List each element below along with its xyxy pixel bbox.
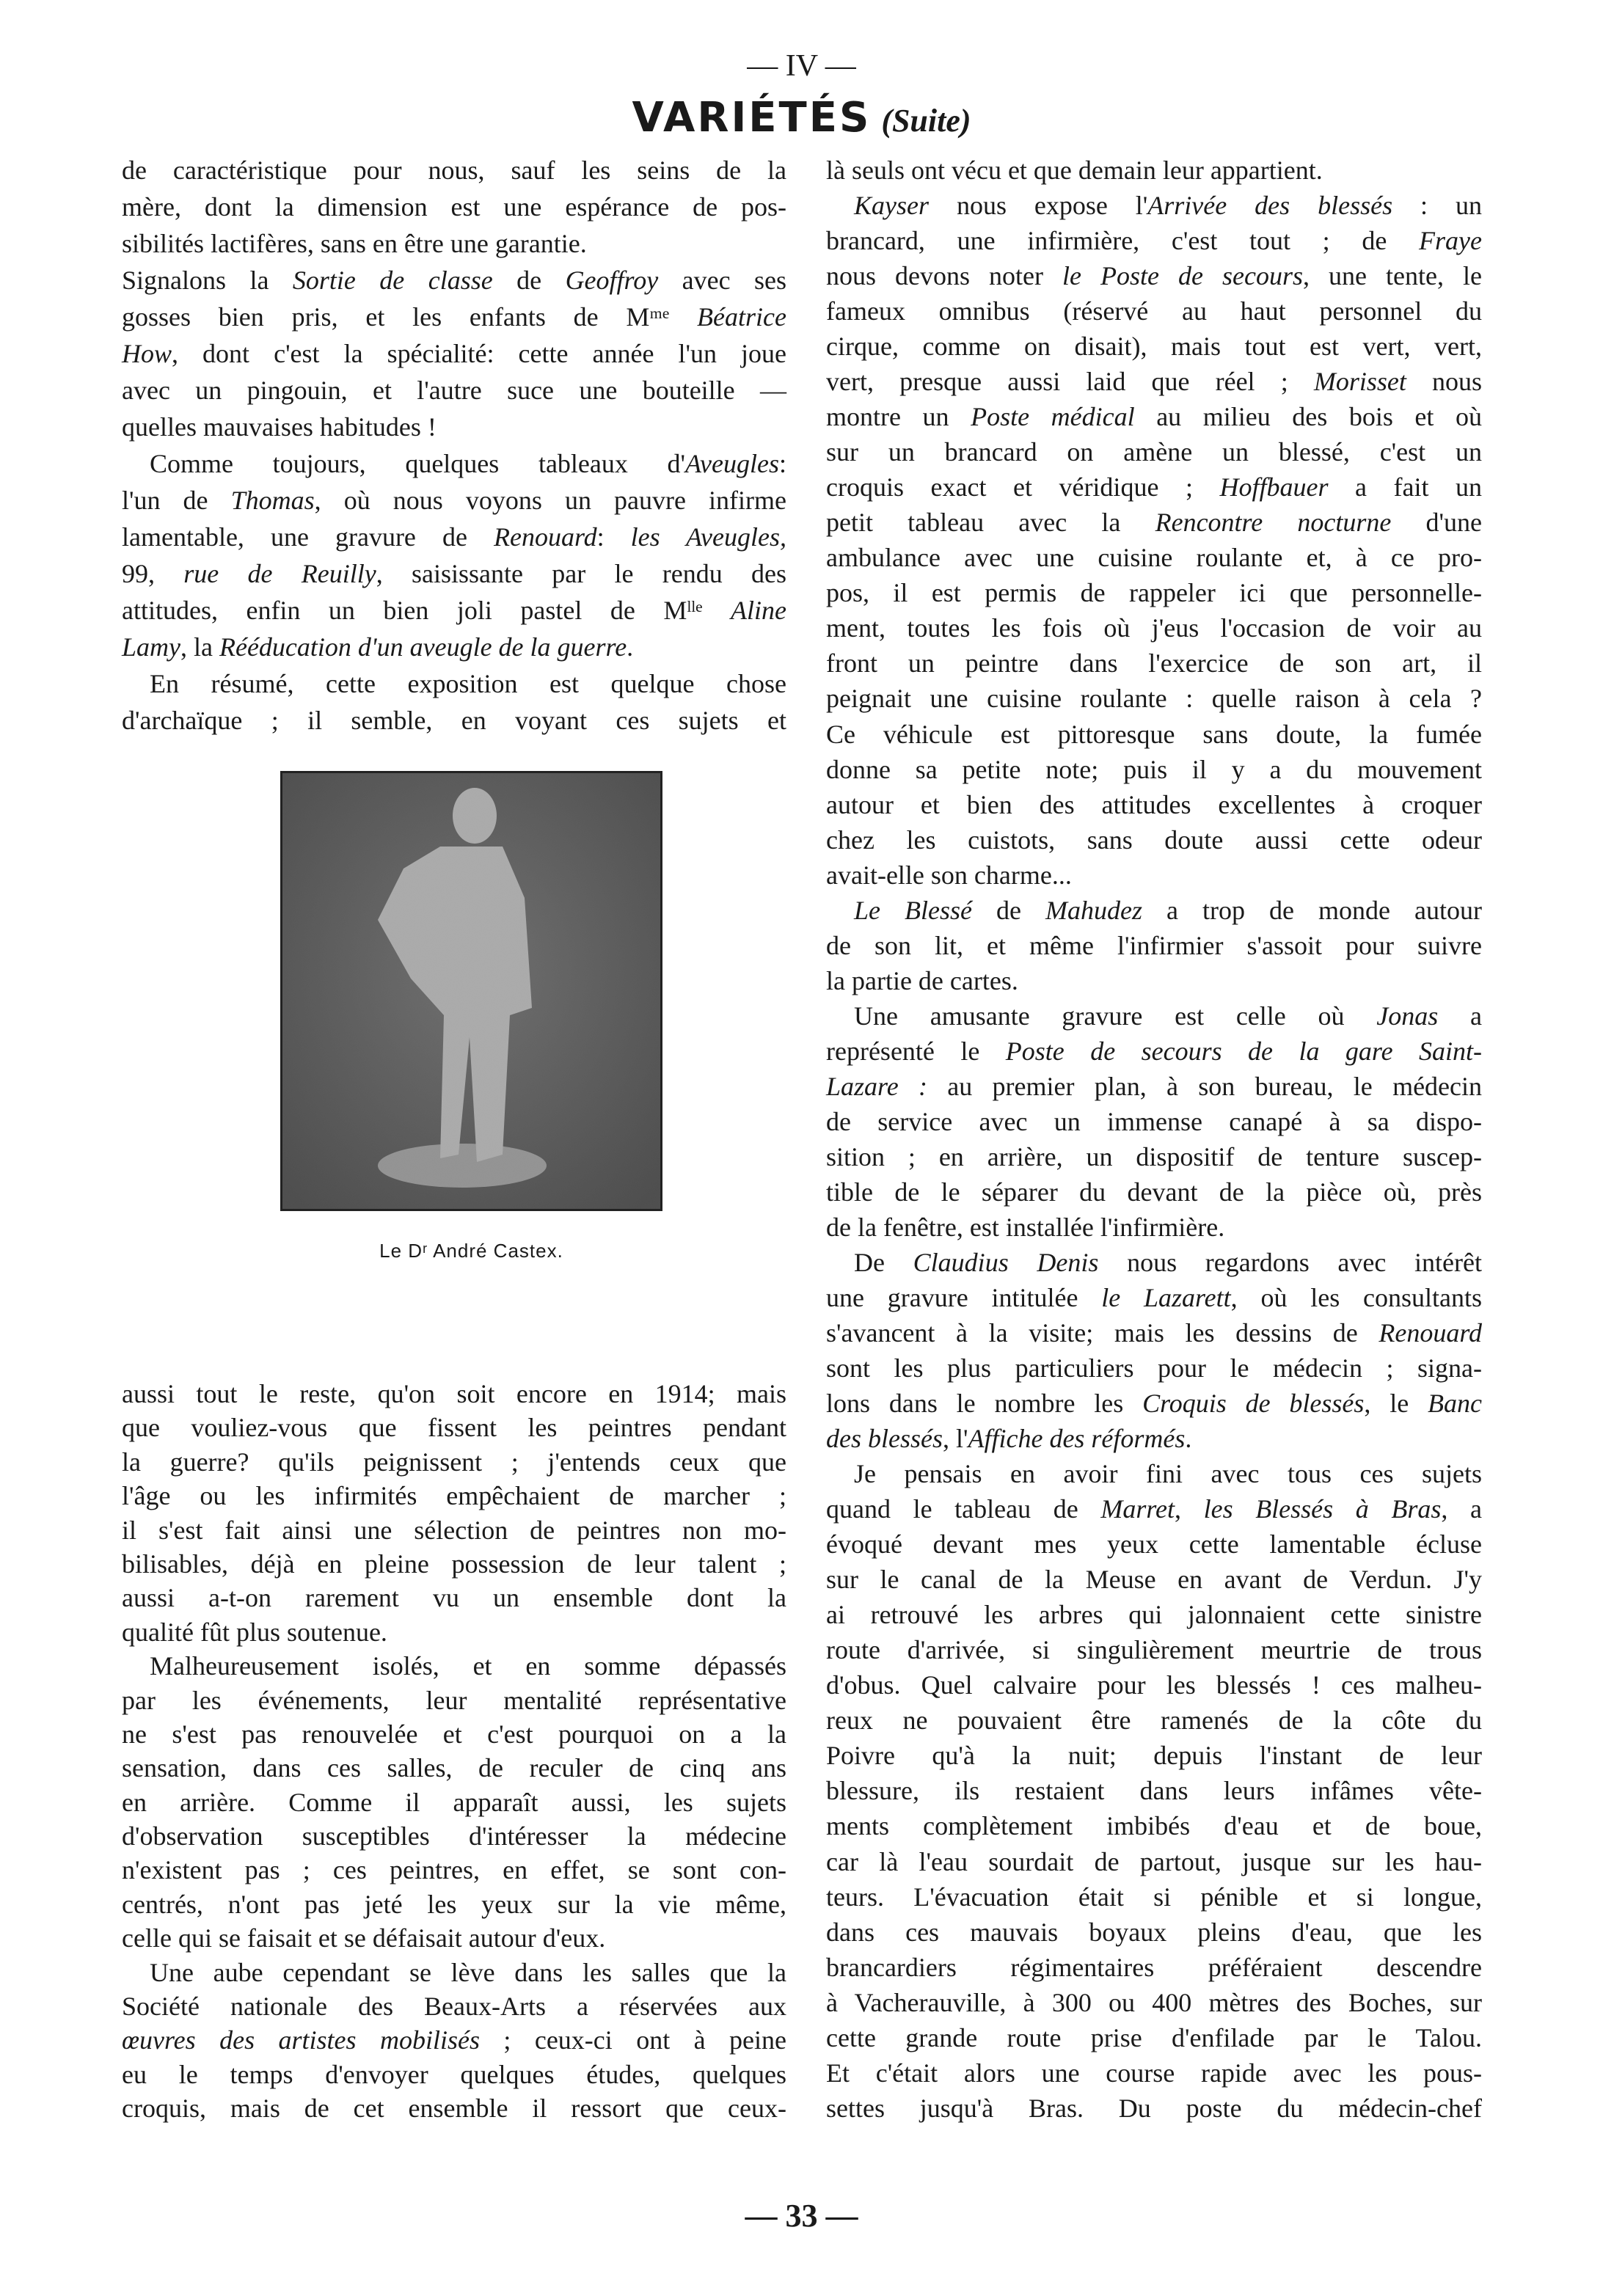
text-line: [122, 2058, 786, 2091]
italic-text: les Aveugles,: [630, 522, 786, 552]
text-line: [826, 575, 1482, 610]
text-line: [122, 1887, 786, 1921]
text-line: [122, 335, 786, 372]
text-line: [122, 1921, 786, 1955]
text-segment: lons dans le nombre les: [826, 1389, 1143, 1419]
text-line: [826, 1527, 1482, 1562]
text-segment: de service avec un immense canapé à sa dispo-: [826, 1106, 1482, 1136]
text-line: [826, 998, 1482, 1034]
text-line: [826, 1808, 1482, 1843]
text-line: [826, 1950, 1482, 1985]
text-line: [826, 1456, 1482, 1491]
text-segment: chez les cuistots, sans doute aussi cette odeur: [826, 825, 1482, 855]
text-segment: évoqué devant mes yeux cette lamentable écluse: [826, 1529, 1482, 1560]
text-line: [826, 1985, 1482, 2020]
text-segment: que vouliez-vous que fissent les peintres pendant: [122, 1413, 786, 1443]
italic-text: Renouard: [493, 522, 597, 552]
text-segment: dans ces mauvais boyaux pleins d'eau, que les: [826, 1917, 1482, 1947]
figure-caption: Le Dʳ André Castex.: [379, 1240, 563, 1262]
text-line: [122, 555, 786, 592]
text-line: [826, 1667, 1482, 1703]
text-line: [122, 372, 786, 409]
text-line: [826, 787, 1482, 822]
text-segment: Une aube cependant se lève dans les salles que la: [150, 1957, 786, 1987]
text-segment: de caractéristique pour nous, sauf les seins de la: [122, 156, 786, 185]
italic-text: Morisset: [1313, 367, 1406, 397]
text-segment: ai retrouvé les arbres qui jalonnaient cette sinistre: [826, 1600, 1482, 1630]
text-line: [122, 702, 786, 739]
text-line: [122, 592, 786, 629]
text-segment: cette grande route prise d'enfilade par le Talou.: [826, 2022, 1482, 2052]
italic-text: Poste médical: [971, 402, 1135, 432]
text-line: [826, 1069, 1482, 1104]
text-line: [122, 1377, 786, 1411]
text-segment: reux ne pouvaient être ramenés de la côte du: [826, 1705, 1482, 1736]
text-segment: croquis exact et véridique ;: [826, 472, 1220, 502]
italic-text: rue de Reuilly: [183, 559, 376, 588]
text-line: [826, 893, 1482, 928]
text-segment: sition ; en arrière, un dispositif de tenture suscep-: [826, 1141, 1482, 1171]
text-line: [122, 482, 786, 519]
text-line: [122, 1411, 786, 1444]
text-segment: attitudes, enfin un bien joli pastel de Mˡˡᵉ: [122, 596, 731, 625]
text-segment: front un peintre dans l'exercice de son art, il: [826, 648, 1482, 679]
text-segment: nous expose l': [929, 191, 1148, 221]
text-segment: mère, dont la dimension est une espérance de pos-: [122, 192, 786, 222]
text-line: [826, 1773, 1482, 1808]
text-segment: nous devons noter: [826, 261, 1063, 291]
italic-text: Banc: [1428, 1389, 1483, 1419]
text-line: [826, 153, 1482, 188]
text-segment: celle qui se faisait et se défaisait autour d'eux.: [122, 1923, 606, 1953]
text-segment: vert, presque aussi laid que réel ;: [826, 367, 1314, 397]
text-segment: ne s'est pas renouvelée et c'est pourquoi on a la: [122, 1719, 786, 1749]
text-segment: , une tente, le: [1303, 261, 1482, 291]
italic-text: Poste de secours de la gare Saint-: [1005, 1036, 1482, 1066]
text-segment: .: [627, 632, 634, 662]
text-line: [826, 928, 1482, 963]
text-line: [826, 681, 1482, 716]
text-line: [122, 299, 786, 335]
text-segment: qualité fût plus soutenue.: [122, 1617, 387, 1647]
text-segment: , où nous voyons un pauvre infirme: [314, 486, 786, 515]
text-line: [122, 1683, 786, 1717]
text-segment: eu le temps d'envoyer quelques études, quelques: [122, 2059, 786, 2089]
text-segment: Société nationale des Beaux-Arts a réservées aux: [122, 1992, 786, 2022]
text-line: [826, 2055, 1482, 2091]
text-segment: sensation, dans ces salles, de reculer de cinq ans: [122, 1753, 786, 1783]
text-segment: par les événements, leur mentalité représentative: [122, 1685, 786, 1715]
text-segment: autour et bien des attitudes excellentes à croquer: [826, 789, 1482, 819]
text-segment: teurs. L'évacuation était si pénible et si longue,: [826, 1882, 1482, 1912]
italic-text: Aveugles: [685, 449, 779, 478]
text-line: [122, 1989, 786, 2023]
italic-text: Rééducation d'un aveugle de la guerre: [219, 632, 627, 662]
text-segment: cirque, comme on disait), mais tout est vert, vert,: [826, 332, 1482, 362]
text-line: [826, 1562, 1482, 1597]
text-line: [826, 1315, 1482, 1350]
text-line: [826, 610, 1482, 646]
italic-text: Hoffbauer: [1219, 472, 1329, 502]
text-line: [122, 1956, 786, 1989]
text-segment: aussi a-t-on rarement vu un ensemble dont la: [122, 1583, 786, 1613]
text-line: [826, 1491, 1482, 1527]
italic-text: Mahudez: [1045, 895, 1143, 925]
text-segment: ambulance avec une cuisine roulante et, à ce pro-: [826, 543, 1482, 573]
section-title-suffix: (Suite): [881, 103, 971, 139]
text-segment: , saisissante par le rendu des: [376, 559, 786, 588]
text-segment: de: [972, 895, 1046, 925]
text-line: [826, 717, 1482, 752]
text-segment: l'un de: [122, 486, 231, 515]
text-segment: Comme toujours, quelques tableaux d': [150, 449, 686, 478]
text-segment: lamentable, une gravure de: [122, 522, 494, 552]
italic-text: œuvres des artistes mobilisés: [122, 2025, 480, 2055]
text-segment: route d'arrivée, si singulièrement meurtrie de trous: [826, 1635, 1482, 1665]
text-line: [122, 1819, 786, 1853]
text-line: [826, 1245, 1482, 1280]
text-segment: :: [778, 449, 786, 478]
left-column-top: [122, 152, 786, 739]
text-line: [122, 262, 786, 299]
text-line: [826, 1034, 1482, 1069]
text-segment: , a: [1441, 1494, 1482, 1524]
text-line: [826, 1844, 1482, 1879]
left-column-bottom: [122, 1377, 786, 2126]
text-segment: de: [492, 266, 566, 295]
text-line: [826, 1350, 1482, 1386]
text-segment: au premier plan, à son bureau, le médecin: [927, 1071, 1483, 1101]
section-title-text: VARIÉTÉS: [632, 94, 872, 142]
text-segment: , le: [1364, 1389, 1428, 1419]
text-line: [122, 1853, 786, 1887]
text-line: [122, 152, 786, 189]
text-line: [122, 2023, 786, 2057]
text-line: [122, 1445, 786, 1479]
text-line: [122, 1751, 786, 1785]
text-line: [826, 858, 1482, 893]
text-line: [122, 665, 786, 702]
text-segment: représenté le: [826, 1036, 1006, 1066]
text-segment: montre un: [826, 402, 971, 432]
text-line: [826, 434, 1482, 469]
italic-text: Arrivée des blessés: [1147, 191, 1393, 221]
text-segment: la partie de cartes.: [826, 965, 1018, 995]
text-segment: nous regardons avec intérêt: [1098, 1247, 1483, 1277]
text-segment: ; ceux-ci ont à peine: [479, 2025, 787, 2055]
italic-text: Jonas: [1376, 1001, 1439, 1031]
text-segment: , où les consultants: [1230, 1283, 1482, 1312]
text-segment: là seuls ont vécu et que demain leur appartient.: [826, 156, 1323, 185]
text-segment: d'une: [1391, 508, 1483, 538]
text-segment: brancard, une infirmière, c'est tout ; de: [826, 226, 1420, 256]
text-segment: brancardiers régimentaires préféraient descendre: [826, 1952, 1482, 1982]
text-segment: sur le canal de la Meuse en avant de Verdun. J'y: [826, 1565, 1482, 1595]
text-line: [826, 1703, 1482, 1738]
text-segment: d'observation susceptibles d'intéresser la médecine: [122, 1821, 786, 1851]
text-segment: Poivre qu'à la nuit; depuis l'instant de leur: [826, 1741, 1482, 1771]
italic-text: le Lazarett: [1101, 1283, 1231, 1312]
text-line: [826, 2091, 1482, 2126]
text-segment: d'archaïque ; il semble, en voyant ces sujets et: [122, 706, 786, 735]
section-title: [0, 94, 1603, 142]
italic-text: Lazare :: [826, 1071, 927, 1101]
photograph-statue: [280, 771, 662, 1211]
page-number: — 33 —: [745, 2198, 858, 2234]
text-segment: l'âge ou les infirmités empêchaient de marcher ;: [122, 1481, 786, 1511]
text-segment: : un: [1392, 191, 1482, 221]
text-segment: quand le tableau de: [826, 1494, 1101, 1524]
text-line: [122, 1581, 786, 1615]
text-segment: croquis, mais de cet ensemble il ressort que ceux-: [122, 2094, 786, 2124]
text-line: [826, 1597, 1482, 1632]
text-line: [122, 1513, 786, 1547]
text-line: [826, 469, 1482, 505]
text-segment: De: [854, 1247, 913, 1277]
text-line: [826, 1915, 1482, 1950]
text-line: [826, 1174, 1482, 1210]
text-segment: settes jusqu'à Bras. Du poste du médecin-chef: [826, 2093, 1482, 2123]
text-line: [826, 364, 1482, 399]
text-segment: .: [1185, 1424, 1192, 1454]
text-line: [826, 1738, 1482, 1773]
text-line: [122, 225, 786, 262]
text-line: [122, 409, 786, 445]
text-line: [826, 1386, 1482, 1421]
italic-text: Claudius Denis: [913, 1247, 1099, 1277]
text-line: [826, 1139, 1482, 1174]
text-segment: de la fenêtre, est installée l'infirmière.: [826, 1212, 1225, 1242]
text-line: [122, 1615, 786, 1649]
text-segment: avec un pingouin, et l'autre suce une bouteille —: [122, 376, 786, 405]
text-line: [122, 2091, 786, 2125]
text-segment: avec ses: [658, 266, 787, 295]
text-segment: gosses bien pris, et les enfants de Mᵐᵉ: [122, 302, 698, 332]
text-line: [826, 1280, 1482, 1315]
text-segment: peignait une cuisine roulante : quelle raison à cela ?: [826, 684, 1482, 714]
text-line: [826, 1104, 1482, 1139]
text-segment: a: [1438, 1001, 1482, 1031]
text-segment: Une amusante gravure est celle où: [854, 1001, 1377, 1031]
italic-text: Geoffroy: [565, 266, 659, 295]
text-segment: , dont c'est la spécialité: cette année l'un joue: [172, 339, 786, 368]
italic-text: Renouard: [1379, 1318, 1482, 1348]
italic-text: Aline: [731, 596, 786, 625]
text-segment: pos, il est permis de rappeler ici que personnelle-: [826, 578, 1482, 608]
text-segment: ,: [1174, 1494, 1204, 1524]
text-segment: la guerre? qu'ils peignissent ; j'entends ceux que: [122, 1447, 786, 1477]
text-segment: sibilités lactifères, sans en être une garantie.: [122, 229, 587, 258]
italic-text: Le Blessé: [854, 895, 972, 925]
text-line: [122, 629, 786, 665]
text-segment: Et c'était alors une course rapide avec les pous-: [826, 2058, 1482, 2088]
text-segment: , l': [942, 1424, 968, 1454]
italic-text: Béatrice: [697, 302, 786, 332]
text-line: [122, 1479, 786, 1513]
running-folio: — IV —: [747, 49, 856, 83]
text-segment: a trop de monde autour: [1142, 895, 1483, 925]
text-segment: en arrière. Comme il apparaît aussi, les sujets: [122, 1787, 786, 1817]
text-segment: :: [596, 522, 631, 552]
text-segment: au milieu des bois et où: [1134, 402, 1482, 432]
text-line: [826, 752, 1482, 787]
italic-text: Fraye: [1419, 226, 1482, 256]
text-segment: s'avancent à la visite; mais les dessins de: [826, 1318, 1379, 1348]
italic-text: Marret: [1100, 1494, 1175, 1524]
text-line: [122, 189, 786, 225]
text-line: [826, 1632, 1482, 1667]
text-line: [826, 1421, 1482, 1456]
text-line: [826, 963, 1482, 998]
text-line: [826, 540, 1482, 575]
italic-text: Rencontre nocturne: [1155, 508, 1392, 538]
text-segment: car là l'eau sourdait de partout, jusque sur les hau-: [826, 1846, 1482, 1876]
text-line: [826, 188, 1482, 223]
text-line: [122, 1717, 786, 1751]
text-segment: blessure, ils restaient dans leurs infâmes vête-: [826, 1776, 1482, 1806]
text-segment: ments complètement imbibés d'eau et de boue,: [826, 1811, 1482, 1841]
italic-text: des blessés: [826, 1424, 943, 1454]
text-segment: sont les plus particuliers pour le médecin ; signa-: [826, 1353, 1482, 1383]
italic-text: Thomas: [230, 486, 315, 515]
text-line: [826, 822, 1482, 858]
italic-text: How: [122, 339, 172, 368]
text-segment: a fait un: [1328, 472, 1482, 502]
text-segment: 99,: [122, 559, 184, 588]
text-line: [826, 1879, 1482, 1915]
text-segment: En résumé, cette exposition est quelque chose: [150, 669, 786, 698]
right-column: [826, 153, 1482, 2126]
text-segment: fameux omnibus (réservé au haut personnel du: [826, 296, 1482, 326]
text-segment: centrés, n'ont pas jeté les yeux sur la vie même,: [122, 1889, 786, 1919]
italic-text: Croquis de blessés: [1142, 1389, 1365, 1419]
italic-text: Kayser: [854, 191, 929, 221]
text-segment: , la: [180, 632, 219, 662]
text-line: [122, 519, 786, 555]
text-line: [826, 399, 1482, 434]
text-line: [122, 1547, 786, 1581]
text-line: [826, 1210, 1482, 1245]
text-segment: il s'est fait ainsi une sélection de peintres non mo-: [122, 1515, 786, 1545]
text-segment: Signalons la: [122, 266, 293, 295]
italic-text: Lamy: [122, 632, 180, 662]
text-segment: petit tableau avec la: [826, 508, 1155, 538]
italic-text: les Blessés à Bras: [1203, 1494, 1442, 1524]
statue-figure-image: [282, 773, 660, 1209]
text-segment: d'obus. Quel calvaire pour les blessés ! ces malheu-: [826, 1670, 1482, 1700]
text-line: [826, 293, 1482, 329]
text-segment: quelles mauvaises habitudes !: [122, 412, 437, 442]
text-segment: tible de le séparer du devant de la pièce où, près: [826, 1177, 1482, 1207]
text-segment: n'existent pas ; ces peintres, en effet, se sont con-: [122, 1855, 786, 1885]
text-line: [826, 329, 1482, 364]
italic-text: le Poste de secours: [1062, 261, 1304, 291]
text-segment: une gravure intitulée: [826, 1283, 1102, 1312]
text-line: [826, 505, 1482, 540]
text-line: [826, 2020, 1482, 2055]
text-segment: bilisables, déjà en pleine possession de leur talent ;: [122, 1549, 786, 1579]
text-segment: aussi tout le reste, qu'on soit encore en 1914; mais: [122, 1379, 786, 1408]
text-segment: de son lit, et même l'infirmier s'assoit pour suivre: [826, 930, 1482, 960]
text-segment: Malheureusement isolés, et en somme dépassés: [150, 1651, 786, 1681]
italic-text: Affiche des réformés: [968, 1424, 1186, 1454]
text-segment: Je pensais en avoir fini avec tous ces sujets: [854, 1459, 1482, 1489]
text-segment: donne sa petite note; puis il y a du mouvement: [826, 754, 1482, 784]
text-segment: Ce véhicule est pittoresque sans doute, la fumée: [826, 719, 1482, 749]
text-segment: ment, toutes les fois où j'eus l'occasion de voir au: [826, 613, 1482, 643]
text-line: [122, 445, 786, 482]
text-line: [826, 258, 1482, 293]
text-line: [826, 223, 1482, 258]
text-segment: nous: [1406, 367, 1482, 397]
text-line: [122, 1649, 786, 1683]
text-segment: à Vacherauville, à 300 ou 400 mètres des Boches, sur: [826, 1987, 1482, 2017]
italic-text: Sortie de classe: [292, 266, 493, 295]
text-segment: sur un brancard on amène un blessé, c'est un: [826, 437, 1482, 467]
text-segment: avait-elle son charme...: [826, 860, 1072, 890]
text-line: [826, 646, 1482, 681]
text-line: [122, 1785, 786, 1819]
